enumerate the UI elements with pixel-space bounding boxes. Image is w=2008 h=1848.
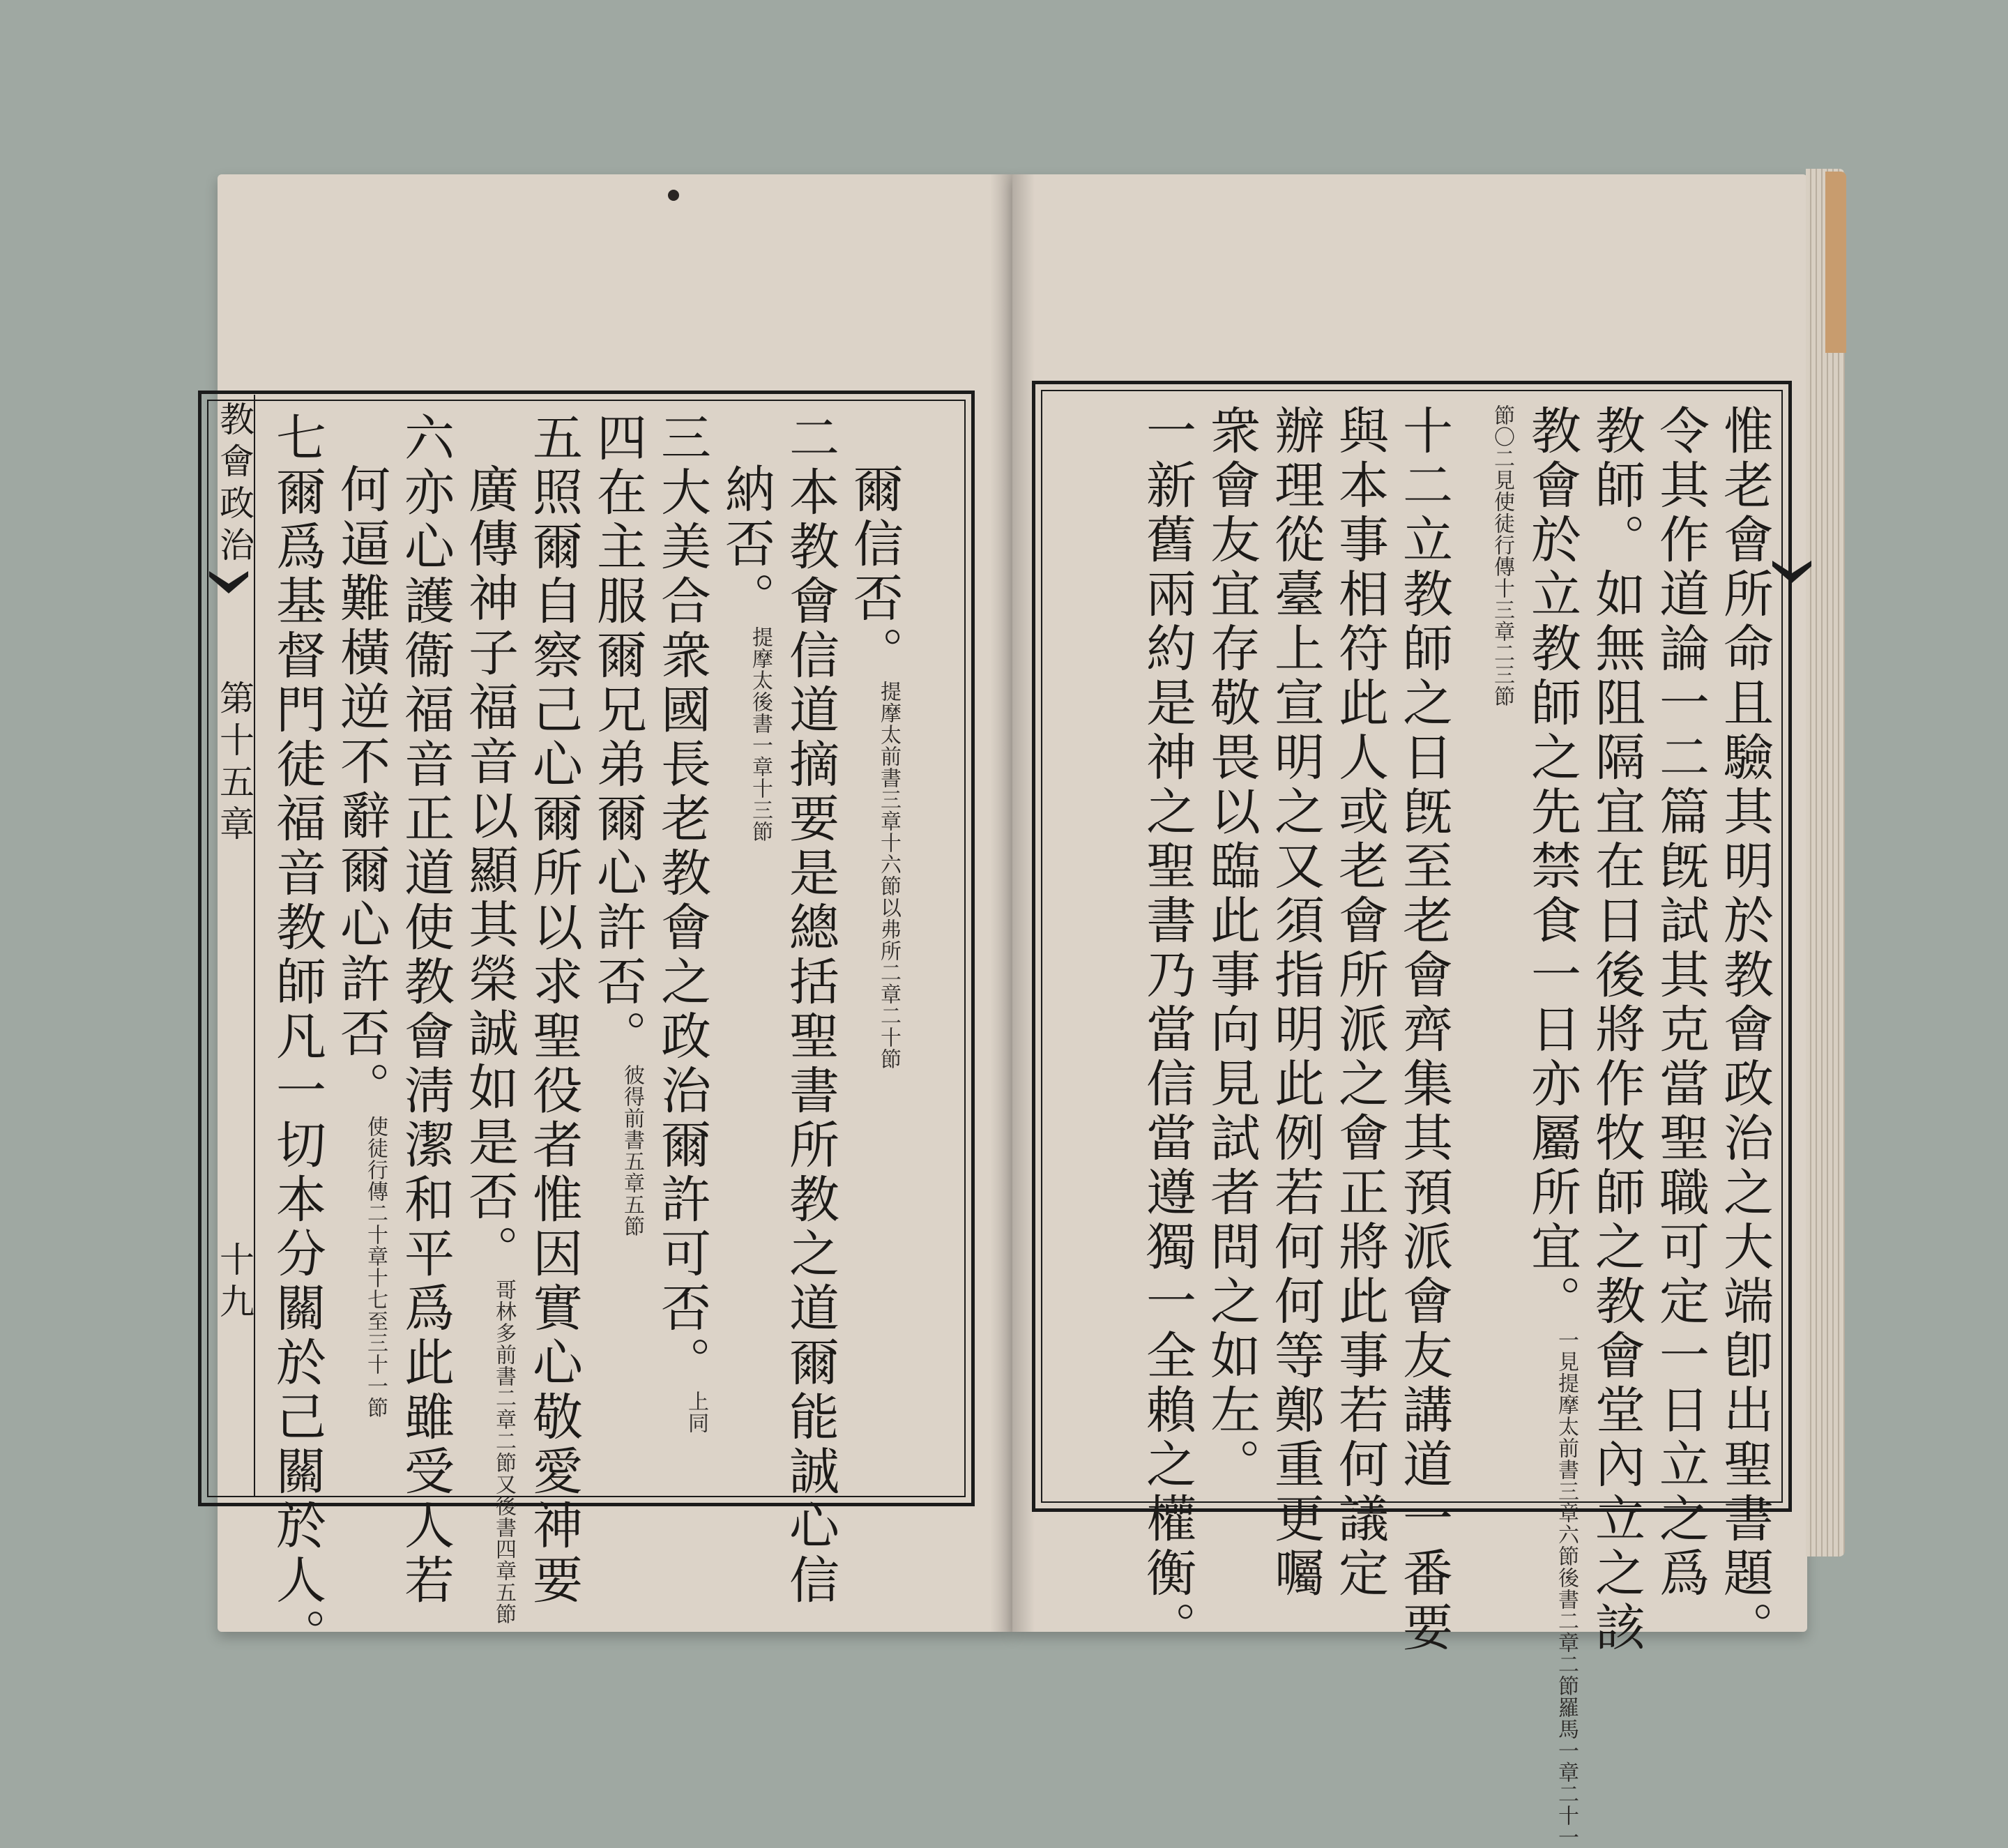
book-title: 教會政治 <box>214 401 254 568</box>
left-column <box>781 411 839 1608</box>
chapter-label: 第十五章 <box>214 680 254 847</box>
right-column <box>1330 404 1389 1601</box>
right-column-text: 惟老會所命且驗其明於教會政治之大端卽出聖書題。 <box>1715 404 1774 1656</box>
right-column <box>1523 404 1581 1848</box>
right-column <box>1394 404 1453 1656</box>
left-column-annotation: 彼得前書五章五節 <box>620 1064 644 1237</box>
left-column-text: 何逼難橫逆不辭爾心許否。 <box>332 463 390 1116</box>
left-column <box>332 411 390 1485</box>
right-column-text: 與本事相符此人或老會所派之會正將此事若何議定 <box>1330 404 1389 1601</box>
right-column <box>1463 404 1513 1492</box>
right-column <box>1587 404 1645 1656</box>
right-column <box>1266 404 1325 1601</box>
left-column-text: 三大美合衆國長老教會之政治爾許可否。 <box>653 411 711 1391</box>
left-column-text: 七爾爲基督門徒福音教師凡一切本分關於己關於人。 <box>268 411 326 1663</box>
left-column-annotation: 上同 <box>684 1391 708 1434</box>
right-column-text: 令其作道論一二篇旣試其克當聖職可定一日立之爲 <box>1651 404 1710 1601</box>
left-column-text: 爾信否。 <box>845 463 904 681</box>
left-column-text: 四在主服爾兄弟爾心許否。 <box>588 411 647 1064</box>
right-column-text: 教師。如無阻隔宜在日後將作牧師之教會堂內立之該 <box>1587 404 1645 1656</box>
left-column-annotation: 提摩太後書一章十三節 <box>748 626 773 842</box>
left-column-text: 納否。 <box>717 463 775 626</box>
right-column <box>1202 404 1261 1492</box>
left-column <box>717 411 775 1485</box>
left-column-annotation: 哥林多前書二章二節又後書四章五節 <box>492 1279 516 1625</box>
right-column <box>1715 404 1774 1656</box>
left-column-text: 二本教會信道摘要是總括聖書所教之道爾能誠心信 <box>781 411 839 1608</box>
right-column-text: 教會於立教師之先禁食一日亦屬所宜。 <box>1523 404 1581 1329</box>
book-gutter <box>990 174 1035 1632</box>
right-column-text: 衆會友宜存敬畏以臨此事向見試者問之如左。 <box>1202 404 1261 1492</box>
right-column <box>1138 404 1196 1656</box>
right-page-text <box>1051 404 1774 1848</box>
left-column <box>460 411 519 1625</box>
left-column <box>524 411 583 1608</box>
binding-hole <box>668 190 679 201</box>
right-column-annotation: 節〇二見使徒行傳十三章二三節 <box>1490 404 1514 707</box>
left-column <box>845 411 904 1485</box>
right-column-text: 十二立教師之日旣至老會齊集其預派會友講道一番要 <box>1394 404 1453 1656</box>
right-column-annotation: 一見提摩太前書三章六節後書二章二節羅馬一章二十一 <box>1554 1329 1579 1848</box>
page-number: 十九 <box>214 1241 254 1325</box>
left-column-text: 六亦心護衞福音正道使教會淸潔和平爲此雖受人若 <box>396 411 455 1608</box>
left-page-text <box>216 411 955 1663</box>
left-column-annotation: 使徒行傳二十章十七至三十一節 <box>363 1116 388 1418</box>
left-column <box>396 411 455 1608</box>
left-column-text: 五照爾自察己心爾所以求聖役者惟因實心敬愛神要 <box>524 411 583 1608</box>
right-column-text: 一新舊兩約是神之聖書乃當信當遵獨一全賴之權衡。 <box>1138 404 1196 1656</box>
left-column-text: 廣傳神子福音以顯其榮誠如是否。 <box>460 463 519 1279</box>
left-column-annotation: 提摩太前書三章十六節以弗所二章二十節 <box>876 681 901 1070</box>
page-edges <box>1806 169 1845 1557</box>
left-column <box>268 411 326 1663</box>
fish-tail-ornament-right <box>1771 558 1813 586</box>
right-column <box>1651 404 1710 1601</box>
page-edge-tab <box>1825 172 1846 353</box>
left-column <box>588 411 647 1485</box>
left-column <box>653 411 711 1485</box>
right-column-text: 辦理從臺上宣明之又須指明此例若何何等鄭重更囑 <box>1266 404 1325 1601</box>
